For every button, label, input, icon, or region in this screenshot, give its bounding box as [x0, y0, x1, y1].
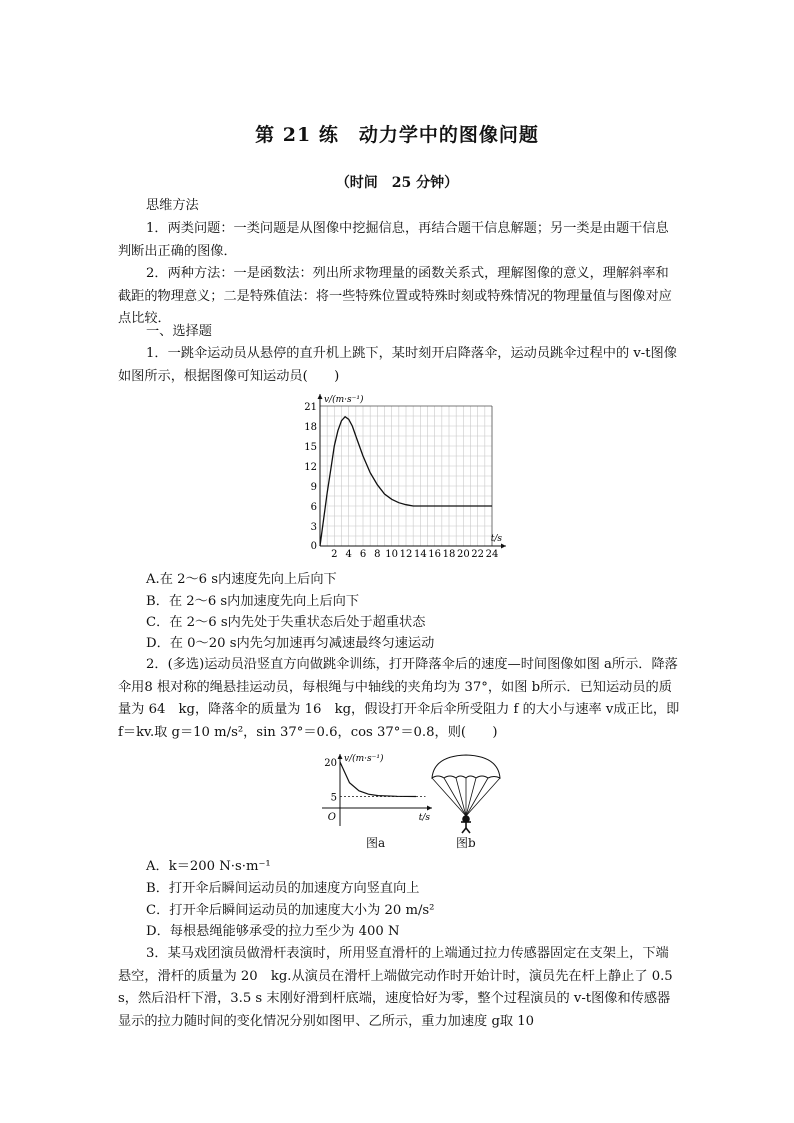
- method-paragraph-2: 2．两种方法：一是函数法：列出所求物理量的函数关系式，理解图像的意义，理解斜率和截距的物理意义；二是特殊值法：将一些特殊位置或特殊时刻或特殊情况的物理量值与图像对应点比较．: [118, 266, 672, 326]
- question-2-stem: 2．(多选)运动员沿竖直方向做跳伞训练，打开降落伞后的速度—时间图像如图 a所示．降落伞用8 根对称的绳悬挂运动员，每根绳与中轴线的夹角均为 37°，如图 b所示．已知运动员的质量为 64 kg，降落伞的质量为 16 kg，假设打开伞后伞所受阻力 f 的大小与速率 v成正比，即 f＝kv.取 g＝10 m/s²，sin 37°＝0.6，cos 37°＝0.8，则( ): [118, 657, 680, 740]
- parachute-canopy: [432, 755, 500, 778]
- x-tick-label: 24: [485, 549, 499, 560]
- x-tick-label: 14: [413, 549, 427, 560]
- q2-option-c: C．打开伞后瞬间运动员的加速度大小为 20 m/s²: [146, 903, 435, 918]
- x-axis-arrow: [501, 544, 506, 549]
- y-tick-label: 20: [324, 758, 337, 769]
- x-tick-label: 20: [456, 549, 470, 560]
- y-axis-arrow: [318, 394, 323, 399]
- question-2-figure-a-chart: [318, 750, 438, 830]
- x-tick-label: 6: [359, 549, 367, 560]
- section-heading: 一、选择题: [146, 324, 212, 339]
- q1-option-a: A.在 2～6 s内速度先向上后向下: [146, 572, 337, 587]
- figure-b-caption: 图b: [456, 836, 476, 850]
- y-tick-label: 9: [310, 482, 317, 493]
- jumper-figure: [461, 816, 471, 833]
- x-tick-label: 12: [399, 549, 413, 560]
- q1-option-c: C．在 2～6 s内先处于失重状态后处于超重状态: [146, 615, 426, 630]
- q2-option-d: D．每根悬绳能够承受的拉力至少为 400 N: [146, 924, 400, 939]
- y-tick-label: 5: [330, 792, 337, 804]
- q2-option-b: B．打开伞后瞬间运动员的加速度方向竖直向上: [146, 881, 420, 896]
- y-tick-label: 15: [304, 442, 317, 453]
- x-tick-label: 16: [428, 549, 442, 560]
- origin-label: O: [327, 812, 336, 823]
- origin-label: 0: [310, 541, 317, 552]
- y-axis-label: v/(m·s⁻¹): [344, 754, 384, 764]
- parachute-figure: [428, 752, 506, 834]
- y-tick-label: 12: [304, 462, 317, 473]
- x-tick-label: 4: [345, 549, 352, 560]
- question-3-stem: 3．某马戏团演员做滑杆表演时，所用竖直滑杆的上端通过拉力传感器固定在支架上，下端悬空，滑杆的质量为 20 kg.从演员在滑杆上端做完动作时开始计时，演员先在杆上静止了 0.5 s，然后沿杆下滑，3.5 s 末刚好滑到杆底端，速度恰好为零，整个过程演员的 v-t图像和传感器显示的拉力随时间的变化情况分别如图甲、乙所示，重力加速度 g取 10: [118, 946, 673, 1029]
- x-tick-label: 10: [385, 549, 399, 560]
- x-tick-label: 18: [442, 549, 456, 560]
- x-tick-label: 2: [331, 549, 338, 560]
- time-limit: （时间 25 分钟）: [335, 175, 459, 191]
- method-paragraph-1: 1．两类问题：一类问题是从图像中挖掘信息，再结合题干信息解题；另一类是由题干信息判断出正确的图像．: [118, 221, 669, 259]
- suspension-lines: [432, 778, 500, 816]
- x-axis-label: t/s: [418, 813, 430, 823]
- y-axis-arrow: [338, 754, 343, 759]
- y-tick-label: 6: [310, 502, 317, 513]
- figure-a-caption: 图a: [366, 836, 386, 850]
- page-title: 第 21 练 动力学中的图像问题: [255, 124, 539, 146]
- q2-option-a: A．k＝200 N·s·m⁻¹: [146, 859, 271, 874]
- method-heading: 思维方法: [146, 198, 199, 213]
- x-tick-label: 22: [471, 549, 485, 560]
- x-tick-label: 8: [374, 549, 381, 560]
- y-tick-label: 18: [304, 422, 317, 433]
- x-axis-label: t/s: [490, 534, 502, 544]
- y-tick-label: 3: [310, 522, 317, 533]
- q1-option-d: D．在 0～20 s内先匀加速再匀减速最终匀速运动: [146, 636, 435, 651]
- question-1-stem: 1．一跳伞运动员从悬停的直升机上跳下，某时刻开启降落伞，运动员跳伞过程中的 v-t图像如图所示，根据图像可知运动员( ): [118, 346, 677, 384]
- q1-option-b: B．在 2～6 s内加速度先向上后向下: [146, 594, 360, 609]
- y-tick-label: 21: [304, 402, 317, 413]
- y-axis-label: v/(m·s⁻¹): [324, 395, 364, 405]
- velocity-curve: [340, 762, 416, 797]
- question-1-vt-chart: [300, 390, 515, 562]
